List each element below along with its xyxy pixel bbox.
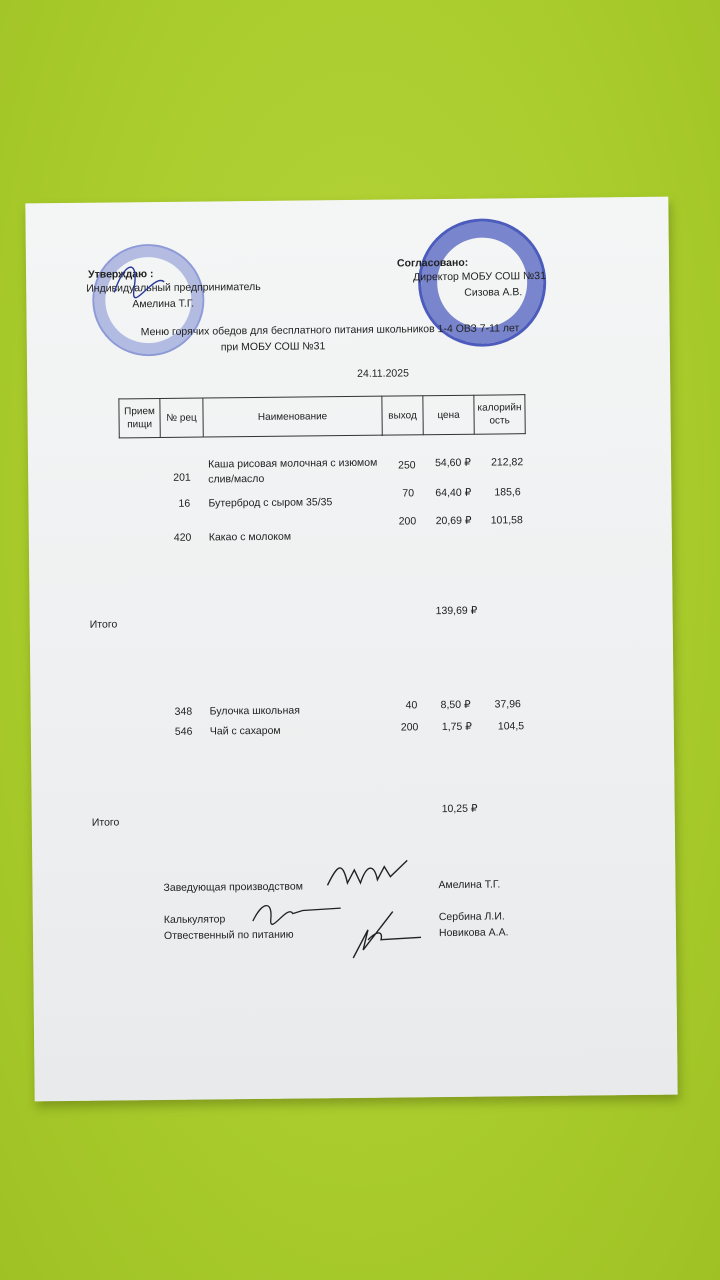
row-price: 8,50 ₽ xyxy=(440,698,471,712)
row-price: 64,40 ₽ xyxy=(435,486,472,500)
row-name: Булочка школьная xyxy=(209,704,300,718)
signature-name-nutrition: Новикова А.А. xyxy=(438,926,509,940)
row-calories: 104,5 xyxy=(497,720,525,733)
agreed-role: Директор МОБУ СОШ №31 xyxy=(413,269,546,284)
row-output: 40 xyxy=(405,699,418,712)
signature-nutrition xyxy=(333,909,424,960)
row-recipe: 546 xyxy=(174,725,193,738)
row-calories: 185,6 xyxy=(494,486,521,499)
approve-role: Индивидуальный предприниматель xyxy=(86,280,261,295)
row-price: 1,75 ₽ xyxy=(441,720,472,734)
signature-name-production: Амелина Т.Г. xyxy=(438,878,501,892)
col-meal: Прием пищи xyxy=(119,398,160,437)
col-name: Наименование xyxy=(203,396,382,437)
row-recipe: 201 xyxy=(173,471,191,484)
row-calories: 37,96 xyxy=(494,698,521,711)
menu-date: 24.11.2025 xyxy=(357,367,409,380)
menu-subtitle: при МОБУ СОШ №31 xyxy=(220,340,326,354)
row-name: Бутерброд с сыром 35/35 xyxy=(208,496,333,510)
signature-role-calculator: Калькулятор xyxy=(163,913,226,926)
row-price: 20,69 ₽ xyxy=(435,514,472,528)
menu-document xyxy=(25,197,677,1102)
row-output: 200 xyxy=(400,721,419,734)
approve-label: Утверждаю : xyxy=(88,268,154,281)
section1-total-label: Итого xyxy=(89,618,118,631)
menu-table-header xyxy=(118,394,525,438)
row-output: 200 xyxy=(398,515,417,528)
row-output: 250 xyxy=(398,459,416,472)
section2-total-label: Итого xyxy=(91,816,120,829)
section2-total-value: 10,25 ₽ xyxy=(441,802,478,816)
row-recipe: 16 xyxy=(178,497,191,510)
signature-calculator xyxy=(243,898,343,929)
col-output: выход xyxy=(382,396,423,435)
signature-role-nutrition: Отвественный по питанию xyxy=(163,928,294,942)
agreed-label: Согласовано: xyxy=(396,256,469,270)
row-recipe: 420 xyxy=(173,531,192,544)
row-calories: 101,58 xyxy=(490,514,523,527)
signature-production xyxy=(322,854,412,895)
menu-title: Меню горячих обедов для бесплатного питания школьников 1-4 ОВЗ 7-11 лет xyxy=(140,322,520,339)
col-price: цена xyxy=(423,395,474,435)
col-recipe: № рец xyxy=(160,398,203,437)
approve-name: Амелина Т.Г. xyxy=(132,297,195,311)
row-calories: 212,82 xyxy=(490,456,524,469)
signature-name-calculator: Сербина Л.И. xyxy=(438,910,505,924)
row-price: 54,60 ₽ xyxy=(434,456,471,470)
agreed-name: Сизова А.В. xyxy=(464,286,523,299)
row-name: Чай с сахаром xyxy=(209,724,281,738)
signature-role-production: Заведующая производством xyxy=(163,880,303,894)
row-name: Каша рисовая молочная с изюмом слив/масло xyxy=(207,456,378,486)
signature-stamp-left xyxy=(104,252,175,313)
col-calories: калорийность xyxy=(474,395,525,435)
row-output: 70 xyxy=(402,487,415,500)
row-name: Какао с молоком xyxy=(208,530,292,544)
row-recipe: 348 xyxy=(174,705,193,718)
section1-total-value: 139,69 ₽ xyxy=(435,604,478,618)
